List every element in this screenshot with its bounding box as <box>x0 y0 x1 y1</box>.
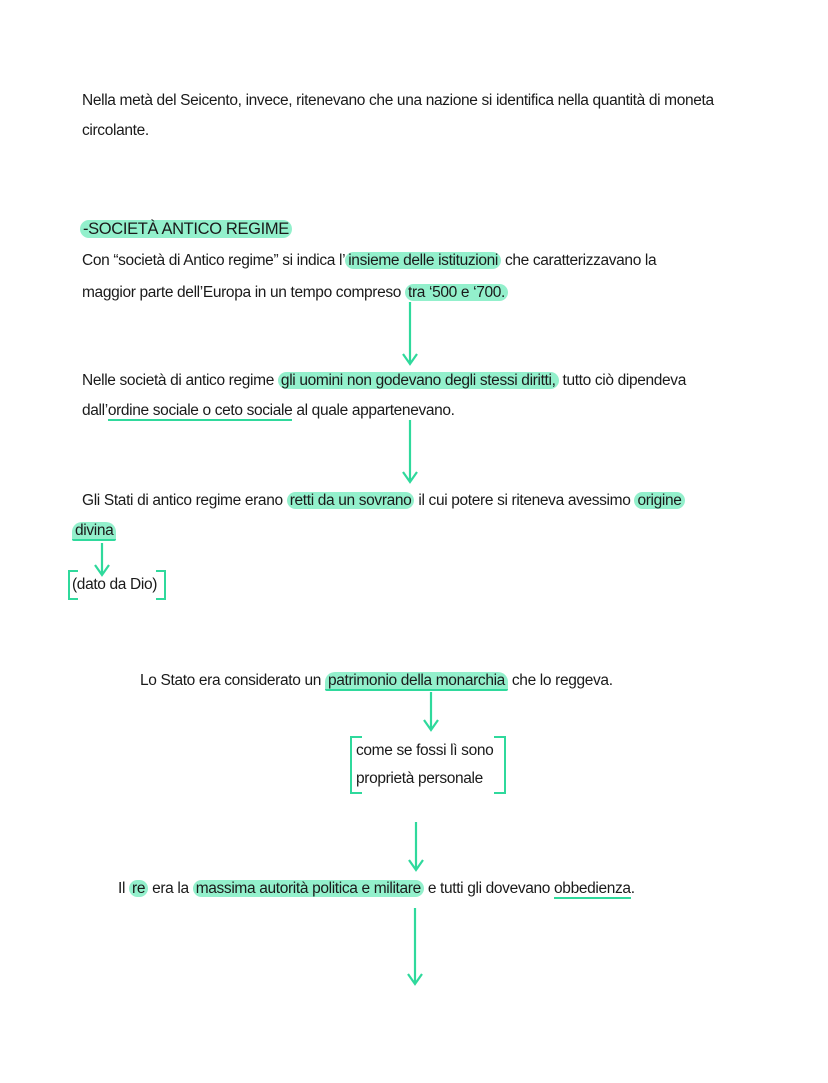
text-segment: (dato da Dio) <box>72 576 158 593</box>
text-segment: era la <box>148 880 193 897</box>
text-segment: proprietà personale <box>356 770 483 787</box>
arrow-down-icon <box>400 302 420 366</box>
note-line-2 <box>356 768 483 790</box>
intro-line-1 <box>82 90 714 112</box>
bracket-right-note <box>494 736 506 794</box>
definition-line-1 <box>82 250 656 272</box>
section-heading <box>80 218 292 240</box>
bracket-right-dio <box>156 570 166 600</box>
arrow-down-icon <box>400 420 420 484</box>
text-segment: che lo reggeva. <box>507 672 613 689</box>
text-segment: maggior parte dell’Europa in un tempo compreso <box>82 284 406 301</box>
re-line <box>118 878 635 900</box>
highlighted-text: obbedienza <box>554 880 631 897</box>
text-segment: al quale appartenevano. <box>292 402 455 419</box>
note-dato-da-dio <box>72 574 157 596</box>
highlighted-text: re <box>129 880 148 897</box>
text-segment: e tutti gli dovevano <box>423 880 555 897</box>
text-segment: Il <box>118 880 130 897</box>
text-segment: Con “società di Antico regime” si indica l’ <box>82 252 346 269</box>
highlighted-text: tra ‘500 e ‘700. <box>405 284 508 301</box>
text-segment: . <box>630 880 635 897</box>
bracket-left-dio <box>68 570 78 600</box>
text-segment: il cui potere si riteneva avessimo <box>414 492 635 509</box>
highlighted-text: gli uomini non godevano degli stessi diritti, <box>278 372 559 389</box>
highlighted-text: insieme delle istituzioni <box>345 252 501 269</box>
stato-line <box>140 670 613 692</box>
highlighted-text: retti da un sovrano <box>287 492 415 509</box>
text-segment: tutto ciò dipendeva <box>558 372 686 389</box>
text-segment: Nella metà del Seicento, invece, ritenevano che una nazione si identifica nella quantità di moneta <box>82 92 714 109</box>
text-segment: Lo Stato era considerato un <box>140 672 325 689</box>
text-segment: Nelle società di antico regime <box>82 372 278 389</box>
text-segment: circolante. <box>82 122 149 139</box>
arrow-down-icon <box>405 908 425 986</box>
highlighted-text: -SOCIETÀ ANTICO REGIME <box>80 220 292 238</box>
definition-line-2 <box>82 282 508 304</box>
highlighted-text: divina <box>72 522 116 541</box>
highlighted-text: patrimonio della monarchia <box>325 672 508 691</box>
arrow-down-icon <box>421 692 441 732</box>
arrow-down-icon <box>406 822 426 872</box>
text-segment: che caratterizzavano la <box>501 252 657 269</box>
arrow-down-icon <box>92 543 112 577</box>
bracket-left-note <box>350 736 362 794</box>
rights-line-1 <box>82 370 686 392</box>
highlighted-text: origine <box>634 492 684 509</box>
intro-line-2 <box>82 120 149 142</box>
highlighted-text: ordine sociale o ceto sociale <box>107 402 293 419</box>
text-segment: Gli Stati di antico regime erano <box>82 492 287 509</box>
note-line-1 <box>356 740 493 762</box>
text-segment: come se fossi lì sono <box>356 742 494 759</box>
highlighted-text: massima autorità politica e militare <box>193 880 424 897</box>
text-segment: dall’ <box>82 402 108 419</box>
rights-line-2 <box>82 400 455 422</box>
states-line-2 <box>72 520 116 542</box>
states-line-1 <box>82 490 685 512</box>
